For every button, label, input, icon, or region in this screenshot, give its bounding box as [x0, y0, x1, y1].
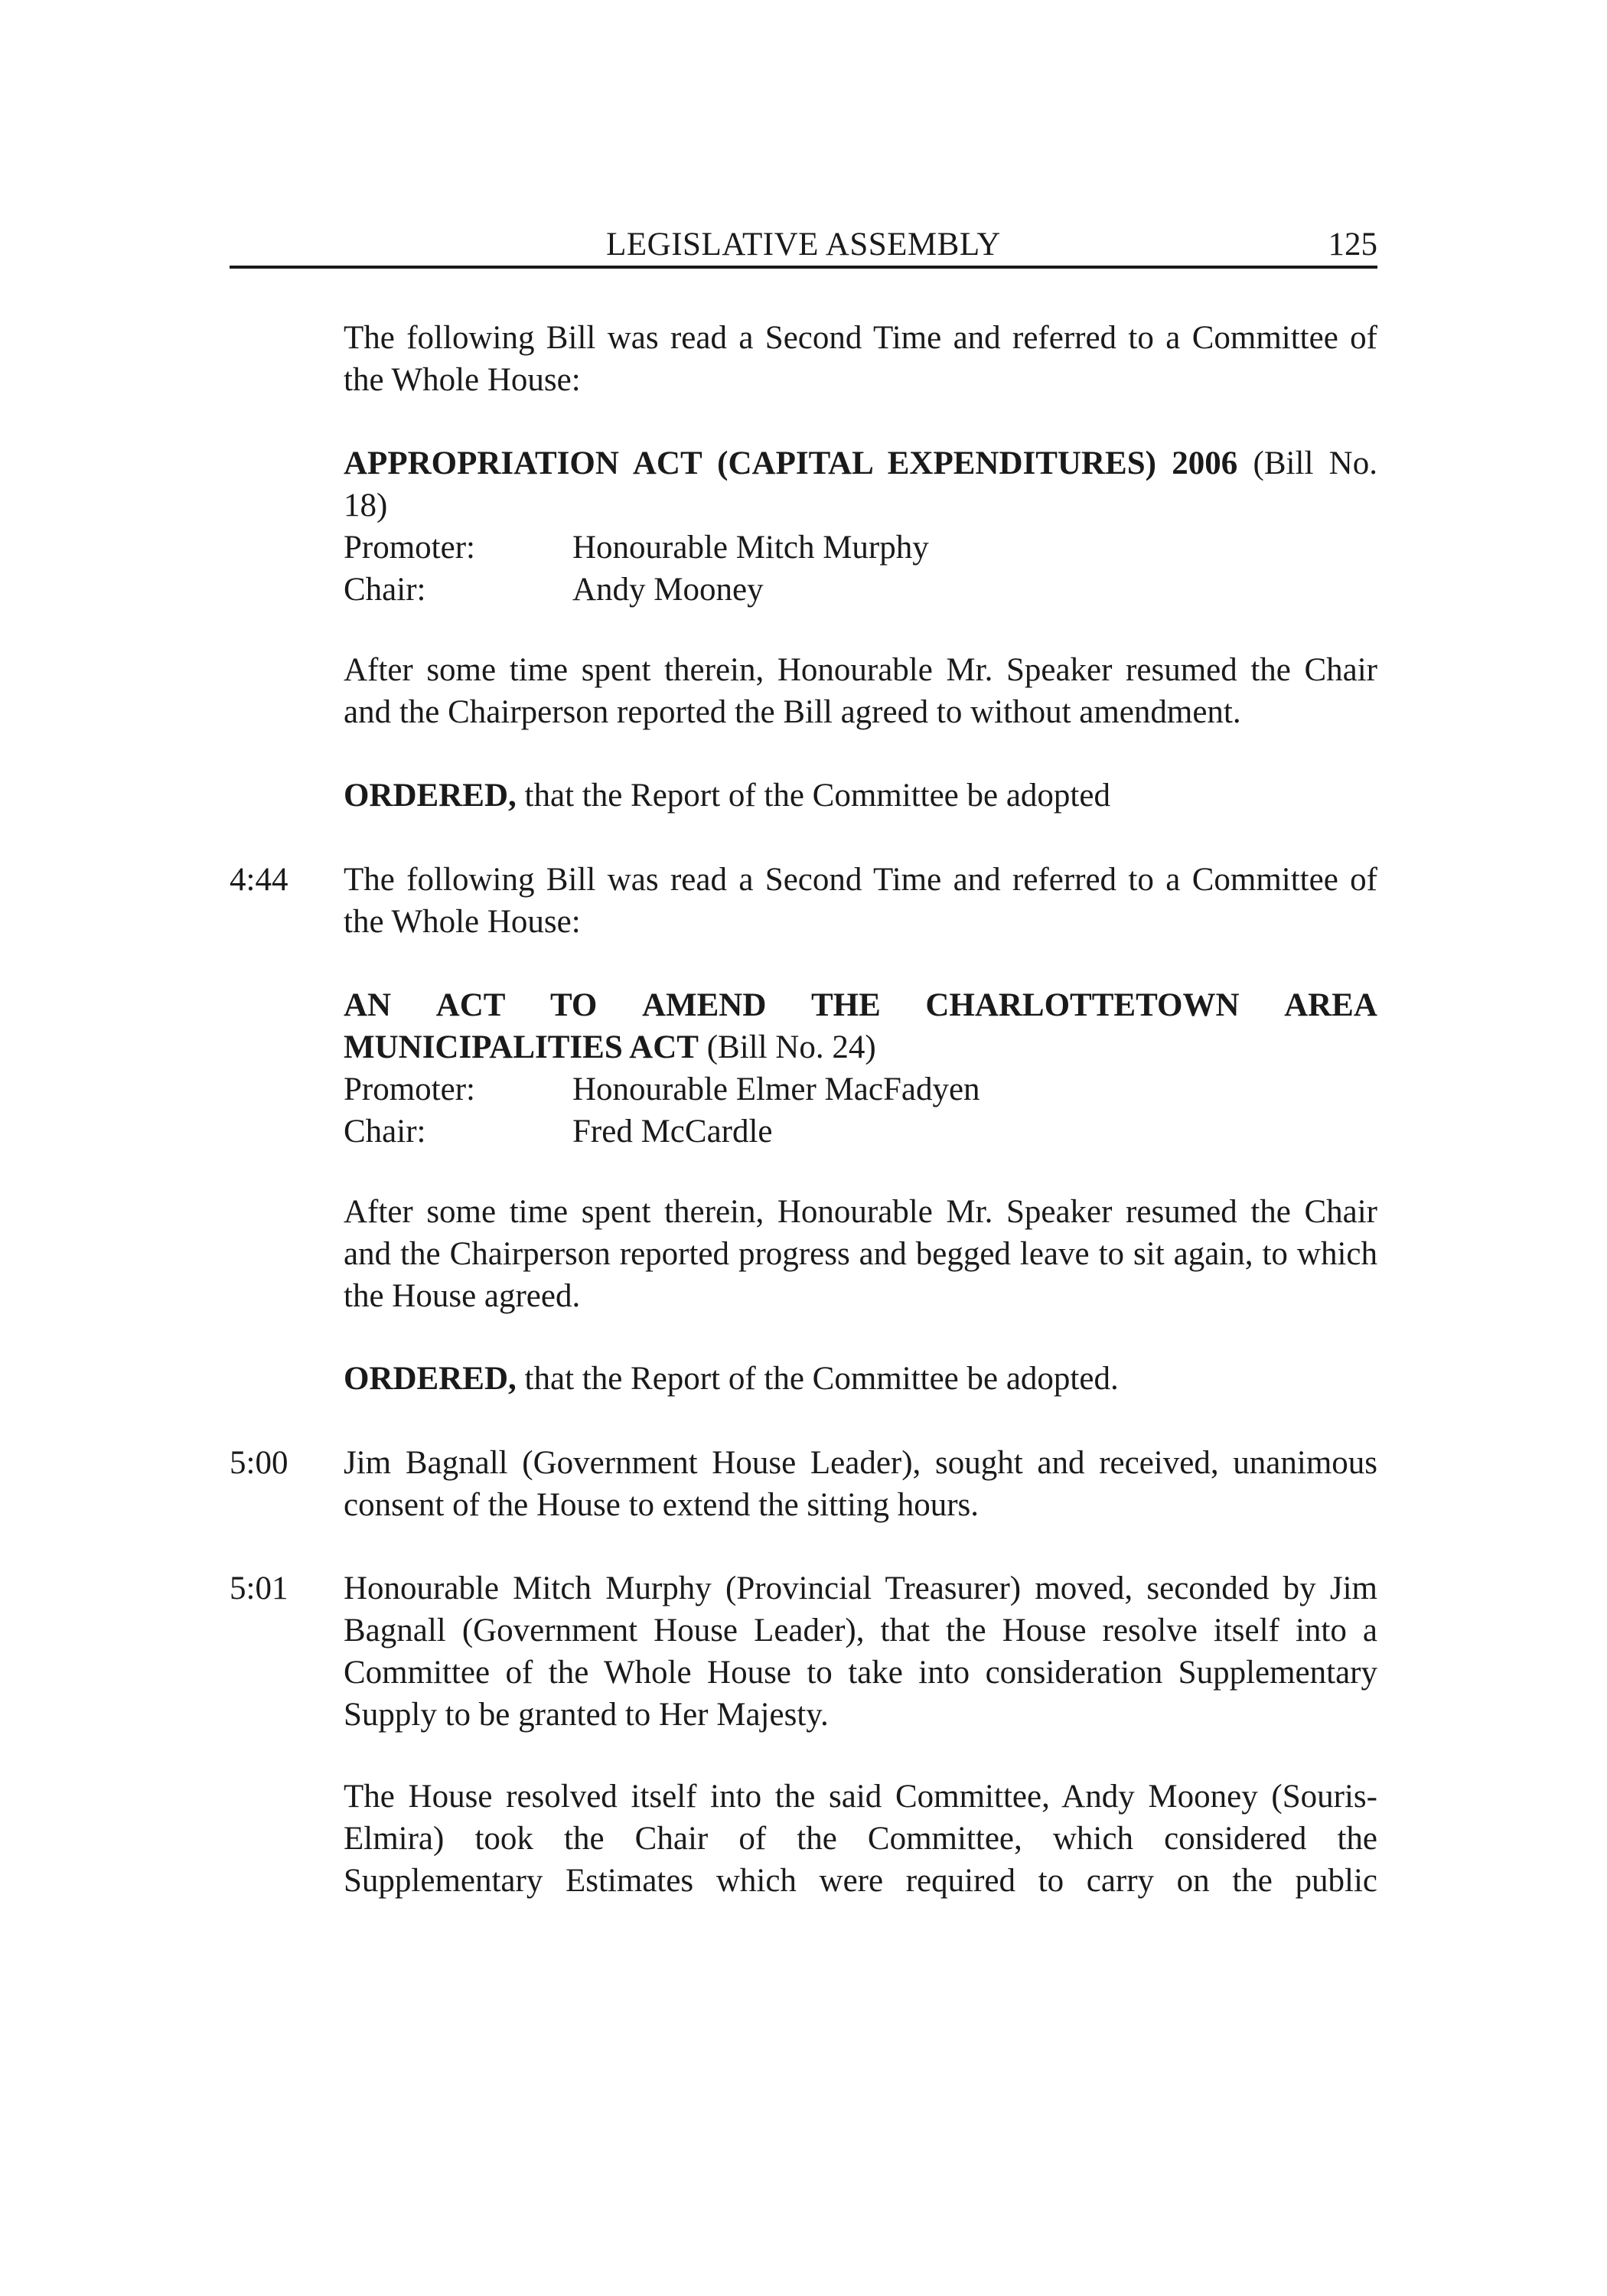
entry-500-text: Jim Bagnall (Government House Leader), sought and received, unanimous consent of the House to extend the sitting hours.	[344, 1445, 1377, 1523]
bill2-intro: The following Bill was read a Second Time and referred to a Committee of the Whole House:	[344, 862, 1377, 940]
ordered-bold: ORDERED,	[344, 778, 517, 814]
ordered-text: that the Report of the Committee be adopted	[516, 778, 1110, 814]
page-number: 125	[1328, 227, 1377, 263]
bill1-ordered	[344, 775, 1377, 817]
bill2-report: After some time spent therein, Honourable Mr. Speaker resumed the Chair and the Chairperson reported progress and begged leave to sit again, to which the House agreed.	[344, 1194, 1377, 1314]
title-word: AMEND	[641, 987, 767, 1023]
promoter-name: Honourable Mitch Murphy	[572, 530, 929, 566]
title-word: TO	[550, 987, 598, 1023]
chair-label: Chair:	[344, 1114, 426, 1150]
bill2-title-line2	[344, 1026, 1377, 1068]
timestamp-444: 4:44	[230, 862, 288, 898]
chair-name: Fred McCardle	[572, 1114, 773, 1150]
timestamp-501: 5:01	[230, 1570, 288, 1606]
bill2-title	[344, 984, 1377, 1153]
title-word: CHARLOTTETOWN	[925, 987, 1240, 1023]
running-header	[230, 223, 1377, 266]
bill2-title-line1	[344, 984, 1377, 1026]
bill1-title	[344, 442, 1377, 611]
chair-name: Andy Mooney	[572, 572, 764, 608]
title-word: ACT	[435, 987, 506, 1023]
title-word: AN	[344, 987, 392, 1023]
bill1-intro: The following Bill was read a Second Time and referred to a Committee of the Whole House:	[344, 320, 1377, 398]
bill1-promoter-row	[344, 527, 1377, 569]
committee-paragraph: The House resolved itself into the said Committee, Andy Mooney (Souris-Elmira) took the Chair of the Committee, which considered the Supplementary Estimates which were required to carry on the public	[344, 1779, 1377, 1899]
bill2-promoter-row	[344, 1068, 1377, 1110]
bill1-chair-row	[344, 569, 1377, 611]
bill1-title-rest: (Bill No. 18)	[344, 445, 1377, 523]
bill2-title-rest: (Bill No. 24)	[698, 1029, 876, 1065]
timestamp-500: 5:00	[230, 1445, 288, 1481]
header-rule	[230, 266, 1377, 269]
bill1-title-bold: APPROPRIATION ACT (CAPITAL EXPENDITURES) 2006	[344, 445, 1238, 481]
promoter-label: Promoter:	[344, 530, 475, 566]
promoter-label: Promoter:	[344, 1071, 475, 1107]
chair-label: Chair:	[344, 572, 426, 608]
title-word: AREA	[1284, 987, 1377, 1023]
ordered-text: that the Report of the Committee be adopted.	[516, 1361, 1119, 1397]
bill1-report: After some time spent therein, Honourable Mr. Speaker resumed the Chair and the Chairperson reported the Bill agreed to without amendment.	[344, 652, 1377, 730]
ordered-bold: ORDERED,	[344, 1361, 517, 1397]
bill2-chair-row	[344, 1110, 1377, 1153]
entry-501-text: Honourable Mitch Murphy (Provincial Treasurer) moved, seconded by Jim Bagnall (Government House Leader), that the House resolve itself into a Committee of the Whole House to take into consideration Supplementary Supply to be granted to Her Majesty.	[344, 1570, 1377, 1733]
header-title: LEGISLATIVE ASSEMBLY	[606, 227, 1001, 263]
promoter-name: Honourable Elmer MacFadyen	[572, 1071, 980, 1107]
bill2-ordered	[344, 1358, 1377, 1400]
title-word: THE	[810, 987, 881, 1023]
bill2-title-bold: MUNICIPALITIES ACT	[344, 1029, 699, 1065]
